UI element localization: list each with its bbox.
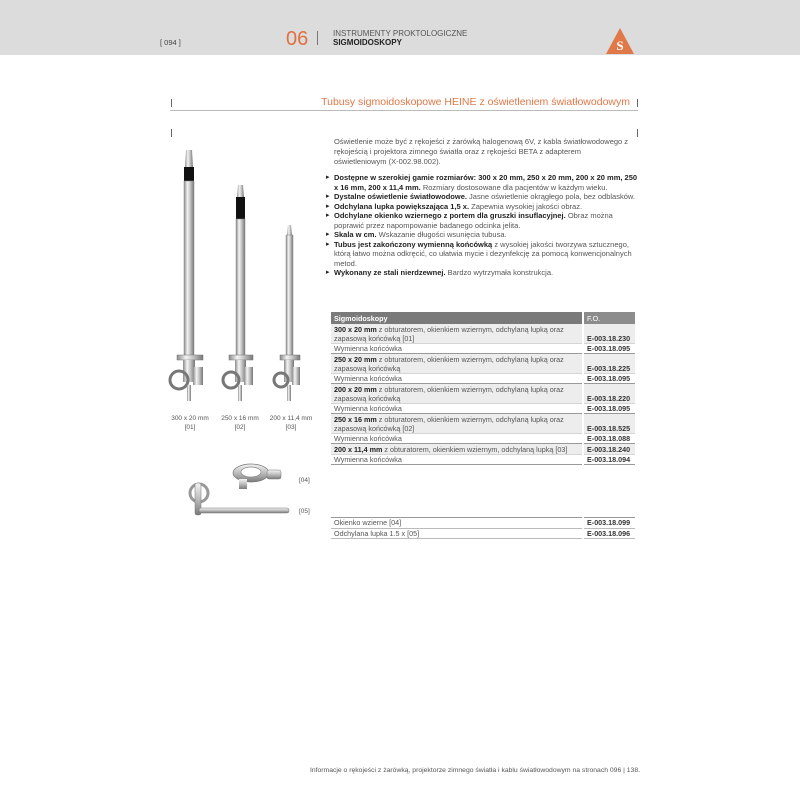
section-title: Tubusy sigmoidoskopowe HEINE z oświetleniem światłowodowym xyxy=(321,96,630,108)
row-description xyxy=(331,384,583,404)
feature-text: Bardzo wytrzymała konstrukcja. xyxy=(445,268,554,277)
logo-letter: S xyxy=(616,38,624,53)
caption-scope-2-size: 250 x 16 mm xyxy=(221,415,259,422)
scope-250x16-image xyxy=(223,185,253,401)
feature-bold: Tubus jest zakończony wymienną końcówką xyxy=(334,239,493,249)
row-code: E-003.18.095 xyxy=(583,374,635,384)
table-header-code: F.O. xyxy=(583,312,635,324)
feature-bold: Odchylane okienko wziernego z portem dla gruszki insuflacyjnej. xyxy=(334,211,566,220)
row-code: E-003.18.088 xyxy=(583,434,635,444)
feature-text: Wskazanie długości wsunięcia tubusa. xyxy=(376,230,507,239)
row-text: Wymienna końcówka xyxy=(334,404,402,413)
brand-logo-icon xyxy=(605,26,635,56)
footer-note: Informacje o rękojeści z żarówką, projektorze zimnego światła i kablu światłowodowym na stronach 096 | 138. xyxy=(309,767,640,774)
feature-text: Zapewnia wysokiej jakości obraz. xyxy=(469,201,583,211)
row-text: Wymienna końcówka xyxy=(334,455,402,464)
header-divider xyxy=(317,31,318,45)
row-description xyxy=(331,324,583,344)
caption-scope-1-ref: [01] xyxy=(184,423,196,431)
table-row xyxy=(331,414,635,434)
feature-item xyxy=(326,202,638,212)
table-header-name: Sigmoidoskopy xyxy=(331,312,583,324)
row-description xyxy=(331,434,583,444)
table-row xyxy=(331,444,635,455)
table-row xyxy=(331,434,635,444)
table-row xyxy=(331,455,635,465)
feature-text: Jasne oświetlenie okrągłego pola, bez odblasków. xyxy=(466,192,635,201)
row-text: Wymienna końcówka xyxy=(334,374,402,383)
row-description xyxy=(331,404,583,414)
accessory-name: Okienko wzierne [04] xyxy=(331,518,583,529)
sigmoidoscopes-illustration xyxy=(165,145,315,415)
caption-scope-3 xyxy=(266,415,316,432)
right-tick xyxy=(637,99,638,107)
caption-magnifier-ref: [05] xyxy=(299,508,310,515)
table-row xyxy=(331,354,635,374)
row-size: 200 x 11,4 mm xyxy=(334,445,383,454)
table-row xyxy=(331,324,635,344)
accessories-table xyxy=(331,517,635,539)
row-size: 250 x 20 mm xyxy=(334,355,377,364)
row-size: 200 x 20 mm xyxy=(334,385,377,394)
caption-scope-1 xyxy=(168,415,212,432)
feature-bold: Skala w cm. xyxy=(334,230,377,239)
page-header xyxy=(0,0,800,55)
row-description xyxy=(331,344,583,354)
left-tick xyxy=(171,99,172,107)
row-text: z obturatorem, okienkiem wziernym, odchylaną lupką oraz zapasową końcówką xyxy=(334,355,564,373)
row-code: E-003.18.095 xyxy=(583,344,635,354)
caption-window-ref: [04] xyxy=(299,477,310,484)
row-code: E-003.18.230 xyxy=(583,324,635,344)
row-description xyxy=(331,374,583,384)
feature-list xyxy=(326,173,638,278)
row-description xyxy=(331,414,583,434)
feature-item xyxy=(326,240,638,269)
row-text: z obturatorem, okienkiem wziernym, odchylaną lupką oraz zapasową końcówką xyxy=(334,385,564,403)
accessory-name: Odchylana lupka 1.5 x [05] xyxy=(331,528,583,539)
feature-bold: Wykonany ze stali nierdzewnej. xyxy=(334,268,446,277)
caption-scope-3-size: 200 x 11,4 mm xyxy=(269,415,313,422)
feature-bold: Odchylana lupka powiększająca 1,5 x. xyxy=(334,201,470,211)
table-row xyxy=(331,518,635,529)
image-column-tick xyxy=(171,129,172,137)
row-code: E-003.18.525 xyxy=(583,414,635,434)
table-row xyxy=(331,374,635,384)
subcategory-label: SIGMOIDOSKOPY xyxy=(333,38,402,47)
intro-paragraph: Oświetlenie może być z rękojeści z żarówką halogenową 6V, z kabla światłowodowego z rękojeścią i projektora zimnego światła oraz z rękojeści BETA z adapterem oświetleniowym (X-002.98.002). xyxy=(334,137,629,166)
row-description xyxy=(331,444,583,455)
accessory-code: E-003.18.096 xyxy=(583,528,635,539)
row-text: z obturatorem, okienkiem wziernym, odchylaną lupką oraz zapasową końcówką [01] xyxy=(334,325,564,343)
feature-item xyxy=(326,192,638,202)
caption-scope-1-size: 300 x 20 mm xyxy=(171,415,209,422)
feature-item xyxy=(326,211,638,230)
row-code: E-003.18.220 xyxy=(583,384,635,404)
row-text: z obturatorem, okienkiem wziernym, odchylaną lupką [03] xyxy=(382,445,568,454)
scope-300x20-image xyxy=(170,150,203,401)
scope-200x11-image xyxy=(274,225,300,401)
feature-item xyxy=(326,268,638,278)
table-row xyxy=(331,384,635,404)
row-code: E-003.18.094 xyxy=(583,455,635,465)
category-heading xyxy=(333,29,467,47)
page-number: [ 094 ] xyxy=(160,38,181,47)
row-size: 300 x 20 mm xyxy=(334,325,377,334)
caption-scope-3-ref: [03] xyxy=(285,423,297,431)
row-text: z obturatorem, okienkiem wziernym, odchylaną lupką oraz zapasową końcówką [02] xyxy=(334,415,564,433)
chapter-number: 06 xyxy=(286,28,309,50)
title-rule xyxy=(170,110,638,111)
caption-scope-2 xyxy=(218,415,262,432)
table-row xyxy=(331,528,635,539)
row-text: Wymienna końcówka xyxy=(334,344,402,353)
row-code: E-003.18.240 xyxy=(583,444,635,455)
row-code: E-003.18.095 xyxy=(583,404,635,414)
viewing-window-image xyxy=(233,464,281,489)
table-row xyxy=(331,344,635,354)
accessory-code: E-003.18.099 xyxy=(583,518,635,529)
row-description xyxy=(331,455,583,465)
row-size: 250 x 16 mm xyxy=(334,415,377,424)
row-code: E-003.18.225 xyxy=(583,354,635,374)
accessories-illustration xyxy=(185,455,295,525)
text-column-tick xyxy=(637,129,638,137)
caption-scope-2-ref: [02] xyxy=(234,423,246,431)
product-table xyxy=(331,312,635,465)
feature-bold: Dystalne oświetlenie światłowodowe. xyxy=(334,192,467,201)
feature-text: Rozmiary dostosowane dla pacjentów w każdym wieku. xyxy=(420,182,608,192)
row-text: Wymienna końcówka xyxy=(334,434,402,443)
feature-item xyxy=(326,173,638,192)
feature-bold: Dostępne w szerokiej gamie rozmiarów: 300 x 20 mm, 250 x 20 mm, 200 x 20 mm, 250 x 16 mm, 200 x 11,4 mm. xyxy=(334,173,638,192)
table-row xyxy=(331,404,635,414)
feature-text: z wysokiej jakości tworzywa sztucznego, którą łatwo można odkręcić, co ułatwia mycie i dezynfekcję za pomocą konwencjonalnych metod. xyxy=(334,239,632,268)
row-description xyxy=(331,354,583,374)
category-label: INSTRUMENTY PROKTOLOGICZNE xyxy=(333,29,468,38)
feature-text: Obraz można poprawić przez napompowanie badanego odcinka jelita. xyxy=(334,211,613,230)
feature-item xyxy=(326,230,638,240)
